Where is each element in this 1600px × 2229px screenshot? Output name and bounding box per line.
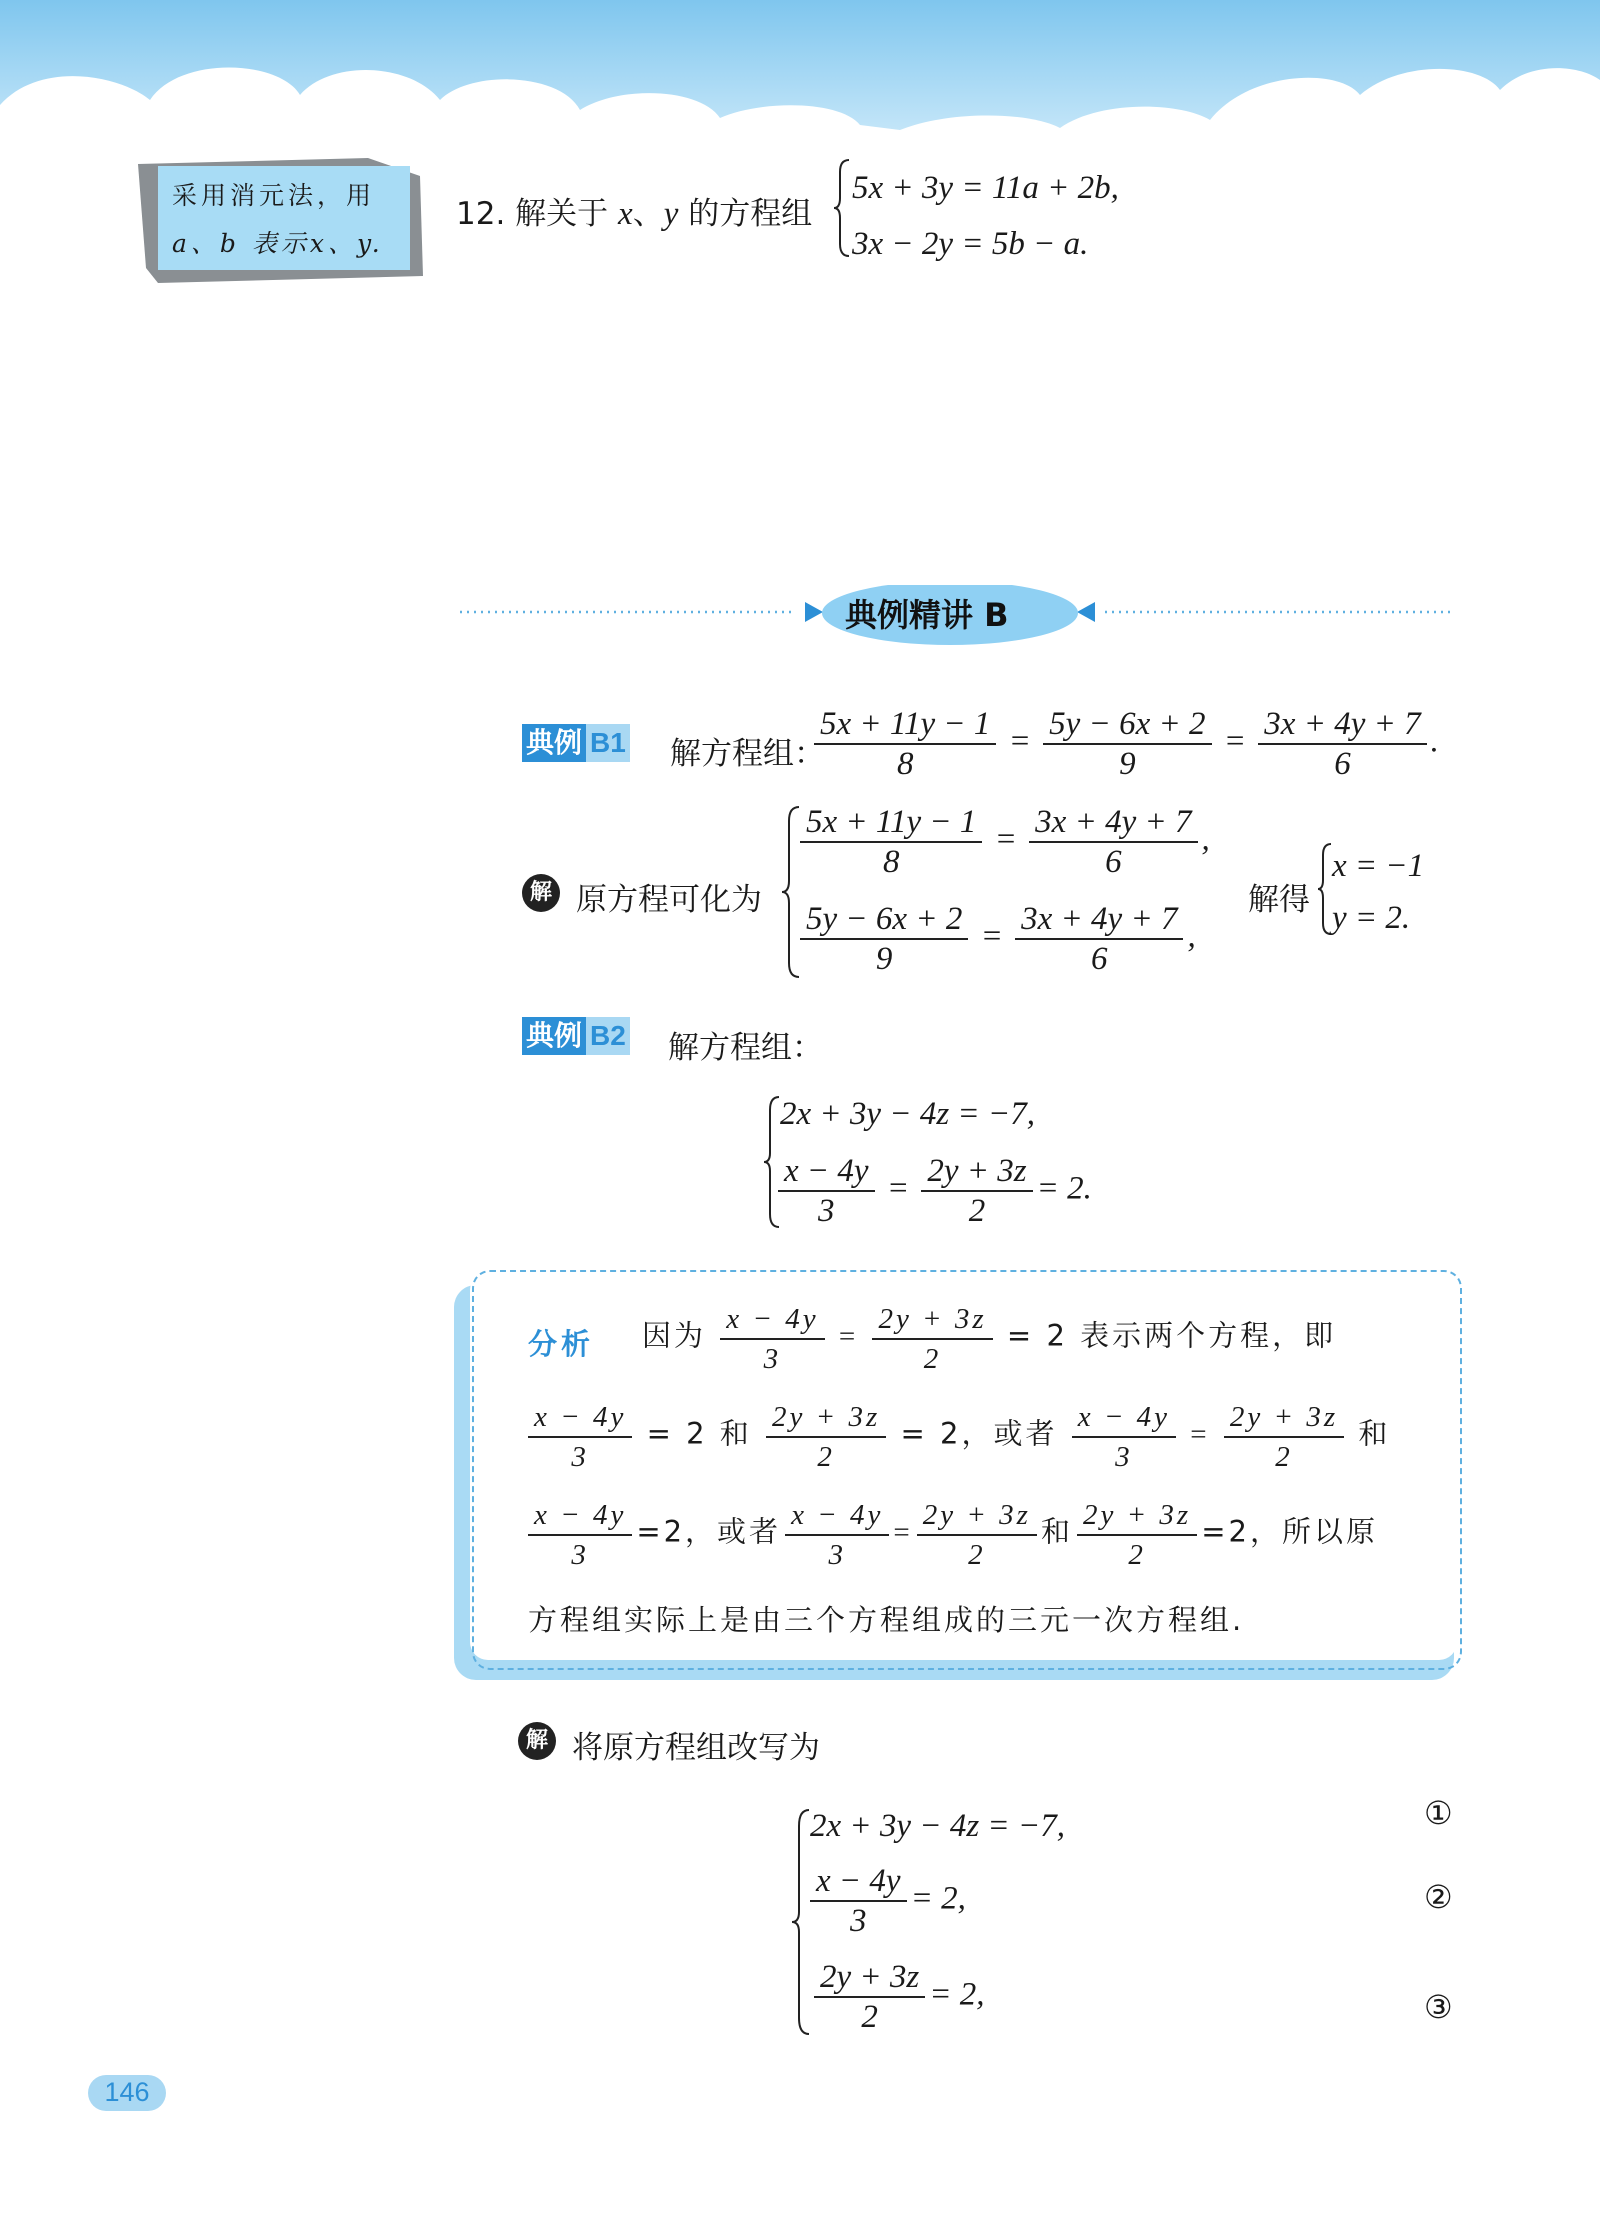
- problem-number: 12.: [456, 196, 506, 232]
- example-tag-label: 典例: [522, 1017, 586, 1055]
- problem-var-y: y: [663, 196, 679, 232]
- equals-sign: =: [886, 1170, 910, 1207]
- denominator: 3: [818, 1193, 835, 1229]
- denominator: 6: [1334, 746, 1351, 782]
- solution2-eq2: [806, 1862, 966, 1940]
- equals-sign: =: [980, 918, 1003, 955]
- fraction: [1029, 803, 1197, 881]
- problem-eq1: 5x + 3y = 11a + 2b,: [852, 170, 1119, 206]
- analysis-text: = 2，或者: [900, 1416, 1058, 1451]
- solution-icon: 解: [518, 1722, 556, 1760]
- analysis-text: = 2 和: [646, 1416, 752, 1451]
- b1-fraction-1: [814, 705, 996, 783]
- numerator: 2y + 3z: [921, 1152, 1032, 1192]
- denominator: 2: [968, 1539, 986, 1571]
- numerator: x − 4y: [528, 1496, 632, 1536]
- sidebar-note-line1: 采用消元法，用: [172, 181, 376, 210]
- equation-tail: = 2.: [1036, 1170, 1092, 1207]
- numerator: 3x + 4y + 7: [1015, 900, 1183, 940]
- equation-marker-2: ②: [1424, 1878, 1453, 1916]
- b2-prompt: 解方程组：: [668, 1030, 823, 1066]
- result-x: x = −1: [1332, 848, 1425, 884]
- solution2-eq3: [810, 1958, 985, 2036]
- numerator: 2y + 3z: [1077, 1496, 1197, 1536]
- b1-result-text: 解得: [1248, 882, 1310, 918]
- fraction: [800, 803, 982, 881]
- section-title: 典例精讲 B: [845, 596, 1009, 634]
- analysis-text: 和: [1040, 1514, 1073, 1549]
- numerator: 2y + 3z: [872, 1300, 992, 1340]
- sidebar-note-line2: a、b 表示x、y.: [172, 229, 384, 258]
- denominator: 2: [968, 1193, 986, 1229]
- analysis-label: 分析: [528, 1327, 595, 1361]
- analysis-line4: 方程组实际上是由三个方程组成的三元一次方程组.: [528, 1603, 1245, 1637]
- b2-eq1: 2x + 3y − 4z = −7,: [780, 1096, 1035, 1132]
- denominator: 2: [1128, 1539, 1146, 1571]
- numerator: 2y + 3z: [1224, 1398, 1344, 1438]
- equation-marker-1: ①: [1424, 1794, 1453, 1832]
- example-tag-number: B2: [586, 1017, 630, 1055]
- denominator: 6: [1105, 844, 1122, 880]
- denominator: 2: [861, 1999, 878, 2035]
- fraction: [528, 1496, 632, 1574]
- fraction: [917, 1496, 1037, 1574]
- numerator: 3x + 4y + 7: [1029, 803, 1197, 843]
- brace-icon: [832, 158, 852, 258]
- problem-12-system: [852, 160, 1119, 272]
- equation-tail: = 2,: [929, 1976, 985, 2013]
- equation-tail: = 2,: [910, 1880, 966, 1917]
- b2-eq2: [774, 1152, 1092, 1230]
- numerator: 5y − 6x + 2: [800, 900, 968, 940]
- analysis-line1: [642, 1300, 1336, 1378]
- example-tag-label: 典例: [522, 724, 586, 762]
- equals-sign: =: [1223, 723, 1247, 760]
- denominator: 6: [1091, 941, 1108, 977]
- analysis-line3: [524, 1496, 1378, 1574]
- b1-equation: [810, 705, 1439, 783]
- b1-solution-icon: [522, 874, 560, 912]
- equals-sign: =: [1190, 1418, 1210, 1451]
- numerator: x − 4y: [1072, 1398, 1176, 1438]
- fraction: [1015, 900, 1183, 978]
- numerator: 2y + 3z: [766, 1398, 886, 1438]
- denominator: 9: [1119, 746, 1136, 782]
- b1-system-row1: [796, 803, 1210, 881]
- fraction: [1072, 1398, 1176, 1476]
- result-y: y = 2.: [1332, 900, 1411, 936]
- fraction: [778, 1152, 875, 1230]
- b1-system-row2: [796, 900, 1196, 978]
- fraction: [814, 1958, 925, 2036]
- analysis-text: 因为: [642, 1318, 707, 1353]
- denominator: 8: [882, 844, 900, 880]
- b1-solution-text: 原方程可化为: [576, 882, 762, 918]
- numerator: 5x + 11y − 1: [814, 705, 996, 745]
- numerator: 5y − 6x + 2: [1043, 705, 1211, 745]
- equals-sign: =: [994, 821, 1017, 858]
- example-b2-tag: [522, 1017, 630, 1055]
- fraction: [766, 1398, 886, 1476]
- b2-solution-icon: [518, 1722, 556, 1760]
- numerator: 5x + 11y − 1: [800, 803, 982, 843]
- denominator: 3: [763, 1343, 782, 1375]
- denominator: 2: [1275, 1441, 1293, 1473]
- problem-text-b: 的方程组: [688, 196, 813, 232]
- numerator: x − 4y: [528, 1398, 632, 1438]
- cloud-header-decoration: [0, 0, 1600, 150]
- comma: ,: [1201, 821, 1210, 858]
- fraction: [872, 1300, 992, 1378]
- numerator: 2y + 3z: [814, 1958, 925, 1998]
- example-tag-number: B1: [586, 724, 630, 762]
- problem-sep: 、: [632, 196, 664, 232]
- denominator: 9: [875, 941, 893, 977]
- denominator: 2: [923, 1343, 942, 1375]
- denominator: 8: [896, 746, 914, 782]
- fraction: [528, 1398, 632, 1476]
- b1-prompt: 解方程组：: [670, 736, 825, 772]
- fraction: [1077, 1496, 1197, 1574]
- analysis-text: 和: [1358, 1416, 1391, 1451]
- denominator: 2: [817, 1441, 835, 1473]
- numerator: 3x + 4y + 7: [1258, 705, 1426, 745]
- problem-eq2: 3x − 2y = 5b − a.: [852, 226, 1089, 262]
- problem-12-prompt: [456, 188, 812, 233]
- fraction: [810, 1862, 907, 1940]
- problem-text-a: 解关于: [515, 196, 609, 232]
- denominator: 3: [571, 1539, 589, 1571]
- b2-solution-text: 将原方程组改写为: [572, 1730, 820, 1766]
- denominator: 3: [828, 1539, 846, 1571]
- solution2-eq1: 2x + 3y − 4z = −7,: [810, 1808, 1065, 1844]
- fraction: [785, 1496, 889, 1574]
- analysis-line2: [524, 1398, 1390, 1476]
- page-number: 146: [104, 2077, 150, 2107]
- numerator: x − 4y: [810, 1862, 907, 1902]
- numerator: x − 4y: [720, 1300, 824, 1340]
- fraction: [720, 1300, 824, 1378]
- b1-fraction-3: [1258, 705, 1426, 783]
- denominator: 3: [850, 1903, 867, 1939]
- solution-icon: 解: [522, 874, 560, 912]
- equals-sign: =: [838, 1320, 859, 1353]
- analysis-text: =2，或者: [636, 1514, 782, 1549]
- fraction: [1224, 1398, 1344, 1476]
- fraction: [800, 900, 968, 978]
- equals-sign: =: [893, 1516, 913, 1549]
- denominator: 3: [571, 1441, 589, 1473]
- example-b1-tag: [522, 724, 630, 762]
- denominator: 3: [1115, 1441, 1133, 1473]
- b1-fraction-2: [1043, 705, 1211, 783]
- analysis-text: =2，所以原: [1201, 1514, 1378, 1549]
- equation-marker-3: ③: [1424, 1988, 1453, 2026]
- sidebar-note: [172, 172, 384, 268]
- analysis-text: = 2 表示两个方程，即: [1006, 1318, 1337, 1353]
- problem-var-x: x: [618, 196, 633, 232]
- period: .: [1430, 723, 1439, 760]
- fraction: [921, 1152, 1032, 1230]
- numerator: x − 4y: [785, 1496, 889, 1536]
- b1-result: [1332, 840, 1424, 944]
- numerator: 2y + 3z: [917, 1496, 1037, 1536]
- equals-sign: =: [1008, 723, 1031, 760]
- numerator: x − 4y: [778, 1152, 875, 1192]
- comma: ,: [1187, 918, 1196, 955]
